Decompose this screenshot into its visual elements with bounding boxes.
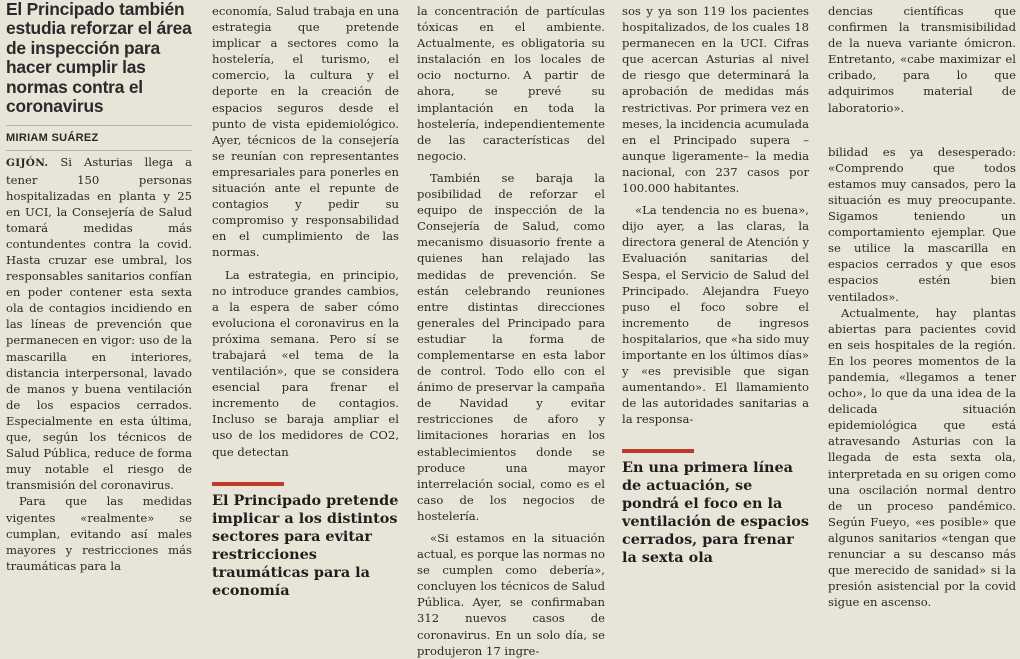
pull-quote: En una primera línea de actuación, se pondrá el foco en la ventilación de espacios cerrados, para frenar la sexta ola	[622, 459, 809, 567]
paragraph: «La tendencia no es buena», dijo ayer, a las claras, la directora general de Atención y Evaluación sanitarias del Sespa, el Servicio de Salud del Principado. Alejandra Fueyo puso el foco sobre el incremento de ingresos hospitalarios, que «ha sido muy importante en los últimos días» y «es previsible que sigan aumentando». El llamamiento de las autoridades sanitarias a la responsa-	[622, 203, 809, 427]
column-4	[622, 0, 809, 567]
column-1	[6, 0, 192, 574]
paragraph: La estrategia, en principio, no introduce grandes cambios, a la espera de saber cómo evoluciona el coronavirus en la próxima semana. Pero sí se trabajará «el tema de la ventilación», que se considera esencial para frenar el incremento de contagios. Incluso se baraja ampliar el uso de los medidores de CO2, que detectan	[212, 267, 399, 459]
byline	[6, 125, 192, 151]
paragraph	[6, 154, 192, 493]
paragraph: Actualmente, hay plantas abiertas para pacientes covid en seis hospitales de la región. En los peores momentos de la pandemia, «llegamos a tener ocho», lo que da una idea de la delicada situación epidemiológica que está atravesando Asturias con la llegada de esta sexta ola, interpretada en su origen como una oscilación normal dentro de un proceso pandémico. Según Fueyo, «es posible» que algunos sanitarios «tengan que renunciar a su descanso más que merecido de sanidad» si la presión asistencial por la covid sigue en ascenso.	[828, 305, 1016, 610]
paragraph: bilidad es ya desesperado: «Comprendo que todos estamos muy cansados, pero la situación es muy preocupante. Sigamos teniendo un comportamiento ejemplar. Que se utilice la mascarilla en espacios cerrados y que esos espacios estén bien ventilados».	[828, 144, 1016, 304]
paragraph: dencias científicas que confirmen la transmisibilidad de la nueva variante ómicron. Entretanto, «cabe maximizar el cribado, para lo que adquirimos material de laboratorio».	[828, 4, 1016, 115]
pull-quote-rule	[622, 449, 694, 453]
paragraph: Para que las medidas vigentes «realmente» se cumplan, evitando así males mayores y restricciones más traumáticas para la	[6, 494, 192, 573]
paragraph-text: Si Asturias llega a tener 150 personas hospitalizadas en planta y 25 en UCI, la Consejería de Salud tomará medidas más contundentes contra la covid. Hasta cruzar ese umbral, los responsables sanitarios confían en poder contener esta sexta ola de contagios incidiendo en las líneas de prevención que permanecen en vigor: uso de la mascarilla en interiores, distancia interpersonal, lavado de manos y buena ventilación de los espacios cerrados. Especialmente en esta última, que, según los técnicos de Salud Pública, reduce de forma muy notable el riesgo de transmisión del coronavirus.	[6, 155, 193, 493]
paragraph: sos y ya son 119 los pacientes hospitalizados, de los cuales 18 permanecen en la UCI. Cifras que acercan Asturias al nivel de riesgo que determinará la aprobación de medidas más restrictivas. Por primera vez en meses, la incidencia acumulada en el Principado supera –aunque ligeramente– la media nacional, con 237 casos por 100.000 habitantes.	[622, 4, 809, 196]
column-2	[212, 0, 399, 600]
pull-quote: El Principado pretende implicar a los distintos sectores para evitar restricciones traumáticas para la economía	[212, 491, 399, 599]
paragraph: la concentración de partículas tóxicas en el ambiente. Actualmente, es obligatoria su instalación en los locales de ocio nocturno. A partir de ahora, se prevé su implantación en toda la hostelería, independientemente de las características del negocio.	[417, 4, 605, 163]
paragraph: También se baraja la posibilidad de reforzar el equipo de inspección de la Consejería de Salud, como mecanismo disuasorio frente a quienes han relajado las medidas de prevención. Se están celebrando reuniones entre distintas direcciones generales del Principado para estudiar la forma de complementarse en esta labor de control. Todo ello con el ánimo de preservar la campaña de Navidad y evitar restricciones de aforo y limitaciones horarias en los establecimientos donde se produce una mayor interrelación social, como es el caso de los negocios de hostelería.	[417, 170, 605, 523]
column-5	[828, 0, 1016, 610]
column-3	[417, 0, 605, 659]
pull-quote-rule	[212, 482, 284, 486]
article-headline: El Principado también estudia reforzar el área de inspección para hacer cumplir las normas contra el coronavirus	[6, 0, 192, 117]
paragraph: economía, Salud trabaja en una estrategia que pretende implicar a sectores como la hostelería, el turismo, el comercio, la cultura y el deporte en la creación de espacios seguros desde el punto de vista epidemiológico. Ayer, técnicos de la consejería se reunían con representantes empresariales para ponerles en situación ante el repunte de contagios y pedir su compromiso y responsabilidad en el cumplimiento de las normas.	[212, 4, 399, 260]
dateline: GIJÓN.	[6, 157, 49, 170]
author-name: MIRIAM SUÁREZ	[6, 132, 99, 145]
paragraph: «Si estamos en la situación actual, es porque las normas no se cumplen como debería», concluyen los técnicos de Salud Pública. Ayer, se confirmaban 312 nuevos casos de coronavirus. En un solo día, se produjeron 17 ingre-	[417, 531, 605, 658]
